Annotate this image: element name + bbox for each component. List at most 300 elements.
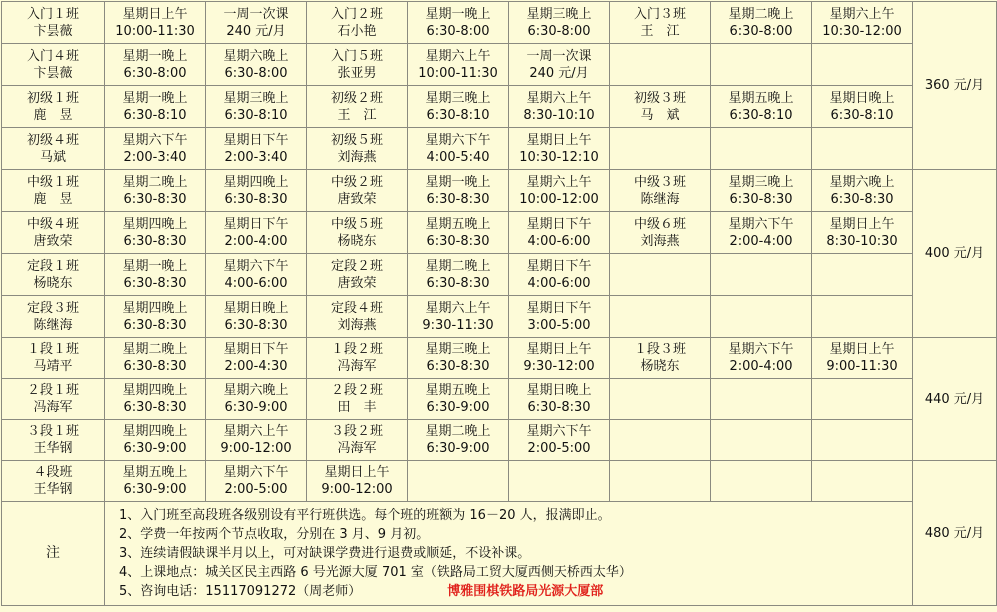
cell-line-2: 3:00-5:00 [527,317,591,333]
cell-line-1: 星期日晚上 [526,383,592,398]
cell-line-2: 唐致荣 [33,233,73,249]
cell-line-1: 星期三晚上 [728,174,794,190]
schedule-cell [610,128,711,170]
schedule-cell [812,86,913,128]
schedule-cell [105,170,206,212]
notes-label: 注 [2,502,105,606]
cell-line-1: 星期六下午 [526,424,592,439]
price-cell: 440 元/月 [913,338,997,461]
cell-line-2: 6:30-8:00 [527,23,591,39]
cell-line-2: 杨晓东 [337,233,377,249]
cell-line-2: 2:00-4:00 [729,359,793,374]
table-row [2,212,997,254]
cell-line-2: 2:00-3:40 [123,149,187,165]
table-row [2,420,997,461]
schedule-cell [711,420,812,461]
cell-line-1: 中级３班 [633,174,686,190]
schedule-cell [206,86,307,128]
cell-line-1: 星期二晚上 [425,258,491,274]
cell-line-2: 2:00-4:00 [224,233,288,249]
class-schedule-table [1,1,997,606]
cell-line-2: 6:30-8:30 [123,191,187,207]
schedule-cell [711,461,812,502]
cell-line-1: 星期六上午 [526,174,592,190]
cell-line-2: 6:30-8:10 [426,107,490,123]
schedule-cell [408,338,509,379]
schedule-cell [509,461,610,502]
cell-line-2: 刘海燕 [640,233,680,249]
cell-line-2: 石小艳 [337,23,377,39]
cell-line-2: 2:00-5:00 [224,482,288,497]
cell-line-2: 6:30-8:30 [830,191,894,207]
schedule-cell [711,338,812,379]
cell-line-1: 初级１班 [26,90,79,106]
cell-line-2: 王华钢 [33,482,73,497]
price-cell: 400 元/月 [913,170,997,338]
cell-line-1: 星期二晚上 [728,6,794,22]
schedule-cell [610,461,711,502]
schedule-cell [105,86,206,128]
cell-line-2: 6:30-8:30 [527,400,591,415]
note-line [119,582,996,601]
cell-line-1: 星期日下午 [223,342,289,357]
schedule-cell [509,212,610,254]
schedule-cell [711,44,812,86]
cell-line-2: 6:30-8:00 [729,23,793,39]
cell-line-1: １段３班 [633,342,686,357]
schedule-cell [812,379,913,420]
cell-line-1: 入门４班 [26,48,79,64]
schedule-cell [2,2,105,44]
schedule-cell [206,44,307,86]
cell-line-2: 冯海军 [337,359,377,374]
cell-line-2: 6:30-8:30 [123,233,187,249]
schedule-cell [307,128,408,170]
cell-line-2: 刘海燕 [337,317,377,333]
cell-line-1: 星期日下午 [223,216,289,232]
cell-line-1: 星期三晚上 [526,6,592,22]
schedule-cell [408,254,509,296]
schedule-cell [408,170,509,212]
cell-line-2: 唐致荣 [337,275,377,291]
cell-line-1: ３段２班 [330,424,383,439]
cell-line-1: 星期日下午 [526,300,592,316]
cell-line-2: 10:30-12:00 [822,23,902,39]
schedule-cell [2,461,105,502]
cell-line-1: １段１班 [26,342,79,357]
table-row [2,2,997,44]
cell-line-1: 定段３班 [26,300,79,316]
cell-line-1: 星期一晚上 [122,258,188,274]
cell-line-2: 8:30-10:30 [826,233,898,249]
table-row [2,379,997,420]
schedule-cell [408,86,509,128]
schedule-cell [408,44,509,86]
cell-line-2: 240 元/月 [529,65,589,81]
cell-line-1: 星期日晚上 [223,300,289,316]
cell-line-1: 星期六晚上 [223,48,289,64]
note-line [119,544,996,563]
schedule-cell [812,170,913,212]
schedule-cell [812,254,913,296]
schedule-cell [206,254,307,296]
cell-line-2: 马 斌 [640,107,680,123]
notes-row [2,502,997,606]
schedule-cell [307,420,408,461]
schedule-cell [307,296,408,338]
cell-line-1: 星期六上午 [425,300,491,316]
schedule-cell [2,254,105,296]
cell-line-1: 星期日下午 [526,216,592,232]
schedule-cell [711,212,812,254]
table-row [2,86,997,128]
schedule-cell [307,86,408,128]
cell-line-2: 9:00-12:00 [321,482,393,497]
schedule-cell [307,379,408,420]
note-text: 1、入门班至高段班各级别设有平行班供选。每个班的班额为 16－20 人，报满即止。 [119,508,611,523]
cell-line-2: 6:30-8:00 [426,23,490,39]
cell-line-1: 中级６班 [633,216,686,232]
cell-line-2: 6:30-8:30 [426,233,490,249]
schedule-cell [105,128,206,170]
cell-line-2: 4:00-5:40 [426,149,490,165]
schedule-cell [2,212,105,254]
schedule-cell [206,296,307,338]
cell-line-1: 中级２班 [330,174,383,190]
schedule-cell [812,44,913,86]
cell-line-2: 杨晓东 [640,359,680,374]
cell-line-1: 星期五晚上 [425,216,491,232]
schedule-cell [206,379,307,420]
cell-line-1: 星期六上午 [526,90,592,106]
cell-line-2: 10:00-11:30 [418,65,498,81]
schedule-cell [812,2,913,44]
cell-line-2: 6:30-8:10 [224,107,288,123]
schedule-cell [509,2,610,44]
schedule-cell [2,338,105,379]
schedule-cell [711,170,812,212]
cell-line-1: 定段４班 [330,300,383,316]
cell-line-2: 鹿 昱 [33,107,73,123]
schedule-cell [206,338,307,379]
note-text: 4、上课地点：城关区民主西路 6 号光源大厦 701 室（铁路局工贸大厦西侧天桥西太华） [119,565,632,580]
cell-line-2: 6:30-8:30 [426,191,490,207]
cell-line-2: 杨晓东 [33,275,73,291]
cell-line-1: 入门５班 [330,48,383,64]
schedule-cell [509,379,610,420]
schedule-cell [105,379,206,420]
cell-line-1: 中级５班 [330,216,383,232]
cell-line-2: 6:30-8:10 [830,107,894,123]
schedule-cell [610,254,711,296]
table-row [2,128,997,170]
cell-line-2: 10:00-11:30 [115,23,195,39]
cell-line-2: 6:30-8:00 [123,65,187,81]
cell-line-2: 6:30-8:10 [123,107,187,123]
cell-line-1: 星期六下午 [223,258,289,274]
cell-line-1: 星期六晚上 [829,174,895,190]
organization-name: 博雅围棋铁路局光源大厦部 [447,584,604,599]
schedule-cell [105,254,206,296]
schedule-cell [206,461,307,502]
schedule-cell [105,420,206,461]
notes-cell [105,502,997,606]
cell-line-2: 6:30-8:00 [224,65,288,81]
schedule-cell [812,420,913,461]
cell-line-1: 入门３班 [633,6,686,22]
schedule-cell [711,296,812,338]
cell-line-2: 6:30-8:30 [224,317,288,333]
cell-line-2: 9:00-12:00 [220,441,292,456]
cell-line-1: 星期二晚上 [425,424,491,439]
cell-line-1: 星期日上午 [526,132,592,148]
cell-line-1: 一周一次课 [223,6,289,22]
cell-line-1: 星期五晚上 [728,90,794,106]
cell-line-2: 6:30-9:00 [123,441,187,456]
cell-line-1: 星期日上午 [829,216,895,232]
cell-line-1: 星期日下午 [223,132,289,148]
cell-line-2: 王 江 [640,23,680,39]
cell-line-2: 10:00-12:00 [519,191,599,207]
cell-line-2: 冯海军 [337,441,377,456]
schedule-cell [509,170,610,212]
schedule-cell [307,254,408,296]
cell-line-2: 6:30-9:00 [224,400,288,415]
cell-line-1: 星期日上午 [122,6,188,22]
schedule-cell [2,296,105,338]
schedule-cell [610,420,711,461]
cell-line-1: 星期日晚上 [829,90,895,106]
schedule-cell [610,379,711,420]
schedule-cell [812,128,913,170]
cell-line-1: 星期一晚上 [122,48,188,64]
cell-line-1: 星期一晚上 [122,90,188,106]
cell-line-2: 6:30-8:10 [729,107,793,123]
cell-line-1: 定段１班 [26,258,79,274]
cell-line-1: 星期六下午 [223,465,289,480]
cell-line-1: 星期四晚上 [122,216,188,232]
schedule-cell [711,86,812,128]
cell-line-1: 星期一晚上 [425,174,491,190]
cell-line-1: 星期五晚上 [122,465,188,480]
note-line [119,563,996,582]
cell-line-2: 马靖平 [33,359,73,374]
schedule-cell [408,212,509,254]
cell-line-2: 卞昙薇 [33,23,73,39]
cell-line-2: 2:00-5:00 [527,441,591,456]
table-row [2,296,997,338]
price-cell: 360 元/月 [913,2,997,170]
cell-line-2: 4:00-6:00 [224,275,288,291]
cell-line-2: 6:30-8:30 [123,359,187,374]
cell-line-2: 8:30-10:10 [523,107,595,123]
cell-line-1: 星期日上午 [526,342,592,357]
schedule-cell [206,170,307,212]
schedule-cell [307,2,408,44]
schedule-cell [610,86,711,128]
cell-line-2: 6:30-9:00 [123,482,187,497]
schedule-cell [408,461,509,502]
schedule-cell [610,170,711,212]
cell-line-1: 星期四晚上 [122,383,188,398]
cell-line-2: 冯海军 [33,400,73,415]
cell-line-2: 2:00-4:00 [729,233,793,249]
cell-line-2: 9:00-11:30 [826,359,898,374]
schedule-cell [206,128,307,170]
schedule-cell [206,2,307,44]
schedule-cell [509,86,610,128]
note-line [119,506,996,525]
cell-line-2: 9:30-12:00 [523,359,595,374]
cell-line-2: 唐致荣 [337,191,377,207]
cell-line-1: 初级５班 [330,132,383,148]
cell-line-1: 星期六下午 [728,216,794,232]
schedule-cell [509,128,610,170]
cell-line-2: 马斌 [39,149,66,165]
cell-line-2: 田 丰 [337,400,377,415]
cell-line-1: 星期三晚上 [223,90,289,106]
cell-line-2: 9:30-11:30 [422,317,494,333]
cell-line-2: 2:00-4:30 [224,359,288,374]
schedule-cell [307,170,408,212]
cell-line-1: 中级１班 [26,174,79,190]
cell-line-1: 星期日下午 [526,258,592,274]
cell-line-1: 星期六下午 [728,342,794,357]
schedule-cell [105,296,206,338]
cell-line-1: ２段２班 [330,383,383,398]
cell-line-1: 入门２班 [330,6,383,22]
cell-line-1: 星期四晚上 [223,174,289,190]
cell-line-2: 6:30-9:00 [426,441,490,456]
table-row [2,461,997,502]
schedule-cell [610,212,711,254]
note-text: 5、咨询电话：15117091272（周老师） [119,584,362,599]
schedule-cell [711,2,812,44]
cell-line-2: 6:30-8:30 [426,275,490,291]
cell-line-1: 星期三晚上 [425,342,491,357]
schedule-cell [408,128,509,170]
schedule-cell [2,86,105,128]
cell-line-2: 6:30-8:30 [123,400,187,415]
schedule-cell [610,338,711,379]
cell-line-1: 星期三晚上 [425,90,491,106]
schedule-cell [812,461,913,502]
schedule-cell [2,170,105,212]
schedule-cell [812,296,913,338]
cell-line-1: ３段１班 [26,424,79,439]
note-text: 2、学费一年按两个节点收取，分别在 3 月、9 月初。 [119,527,430,542]
cell-line-1: 星期一晚上 [425,6,491,22]
cell-line-2: 6:30-8:30 [426,359,490,374]
schedule-cell [307,44,408,86]
cell-line-2: 卞昙薇 [33,65,73,81]
schedule-cell [812,338,913,379]
cell-line-2: 鹿 昱 [33,191,73,207]
cell-line-2: 4:00-6:00 [527,275,591,291]
cell-line-2: 陈继海 [640,191,680,207]
schedule-cell [509,420,610,461]
schedule-cell [307,212,408,254]
cell-line-2: 10:30-12:10 [519,149,599,165]
schedule-cell [2,420,105,461]
schedule-cell [610,44,711,86]
schedule-cell [2,379,105,420]
schedule-cell [711,128,812,170]
cell-line-2: 陈继海 [33,317,73,333]
cell-line-2: 2:00-3:40 [224,149,288,165]
schedule-cell [509,44,610,86]
schedule-cell [105,338,206,379]
schedule-cell [711,379,812,420]
note-text: 3、连续请假缺课半月以上，可对缺课学费进行退费或顺延，不设补课。 [119,546,531,561]
schedule-cell [206,212,307,254]
table-row [2,254,997,296]
schedule-cell [307,338,408,379]
cell-line-2: 6:30-8:30 [224,191,288,207]
schedule-cell [105,212,206,254]
cell-line-1: ４段班 [33,465,73,480]
cell-line-1: 星期四晚上 [122,424,188,439]
cell-line-1: 星期四晚上 [122,300,188,316]
schedule-cell [2,44,105,86]
cell-line-2: 4:00-6:00 [527,233,591,249]
cell-line-1: 入门１班 [26,6,79,22]
cell-line-2: 6:30-8:30 [729,191,793,207]
cell-line-1: 星期六下午 [425,132,491,148]
note-line [119,525,996,544]
schedule-cell [610,2,711,44]
cell-line-1: 初级４班 [26,132,79,148]
cell-line-1: 一周一次课 [526,48,592,64]
cell-line-2: 张亚男 [337,65,377,81]
cell-line-1: 星期六晚上 [223,383,289,398]
cell-line-2: 刘海燕 [337,149,377,165]
table-row [2,44,997,86]
schedule-cell [711,254,812,296]
cell-line-1: 定段２班 [330,258,383,274]
cell-line-1: 星期五晚上 [425,383,491,398]
cell-line-1: 星期六上午 [829,6,895,22]
cell-line-2: 王华钢 [33,441,73,456]
schedule-cell [408,420,509,461]
schedule-cell [408,296,509,338]
schedule-cell [307,461,408,502]
cell-line-1: 星期二晚上 [122,174,188,190]
schedule-cell [408,379,509,420]
cell-line-1: ２段１班 [26,383,79,398]
schedule-cell [105,461,206,502]
schedule-cell [408,2,509,44]
cell-line-2: 6:30-9:00 [426,400,490,415]
schedule-cell [105,2,206,44]
schedule-cell [206,420,307,461]
cell-line-1: １段２班 [330,342,383,357]
cell-line-1: 中级４班 [26,216,79,232]
cell-line-2: 240 元/月 [226,23,286,39]
cell-line-1: 星期日上午 [324,465,390,480]
cell-line-1: 星期六上午 [223,424,289,439]
cell-line-1: 星期日上午 [829,342,895,357]
schedule-cell [812,212,913,254]
schedule-cell [509,296,610,338]
schedule-cell [509,338,610,379]
price-cell: 480 元/月 [913,461,997,606]
cell-line-1: 星期六下午 [122,132,188,148]
schedule-cell [610,296,711,338]
cell-line-1: 星期二晚上 [122,342,188,357]
cell-line-2: 6:30-8:30 [123,275,187,291]
table-row [2,338,997,379]
